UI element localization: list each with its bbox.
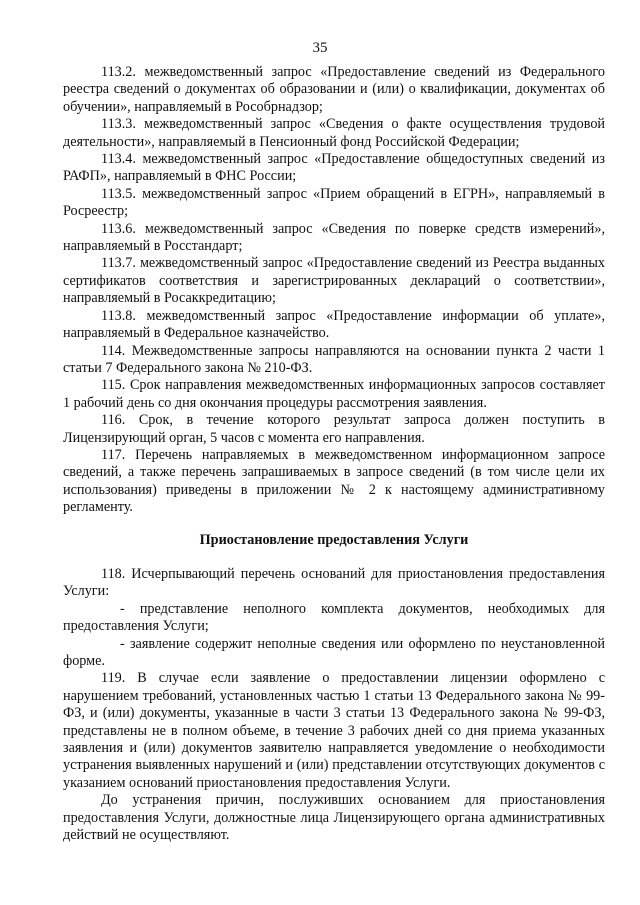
page-number: 35: [312, 40, 328, 56]
paragraph-114: 114. Межведомственные запросы направляются на основании пункта 2 части 1 статьи 7 Федерального закона № 210-ФЗ.: [63, 342, 605, 376]
paragraph-116: 116. Срок, в течение которого результат запроса должен поступить в Лицензирующий орган, 5 часов с момента его направления.: [63, 412, 605, 446]
list-item-incomplete-application: - заявление содержит неполные сведения или оформлено по неустановленной форме.: [63, 635, 605, 669]
paragraph-117: 117. Перечень направляемых в межведомственном информационном запросе сведений, а также перечень запрашиваемых в запросе сведений (в том числе цели их использования) приведены в приложении № 2 к настоящему административному регламенту.: [63, 446, 605, 516]
paragraph-113-8: 113.8. межведомственный запрос «Предоставление информации об уплате», направляемый в Федеральное казначейство.: [63, 307, 605, 342]
paragraph-113-2: 113.2. межведомственный запрос «Предоставление сведений из Федерального реестра сведений о документах об образовании и (или) о квалификации, документах об обучении», направляемый в Рособрнадзор;: [63, 64, 605, 115]
paragraph-113-4: 113.4. межведомственный запрос «Предоставление общедоступных сведений из РАФП», направляемый в ФНС России;: [63, 151, 605, 185]
list-item-incomplete-documents: - представление неполного комплекта документов, необходимых для предоставления Услуги;: [63, 600, 605, 635]
paragraph-until-elimination: До устранения причин, послуживших основанием для приостановления предоставления Услуги, должностные лица Лицензирующего органа административных действий не осуществляют.: [63, 792, 605, 844]
paragraph-113-7: 113.7. межведомственный запрос «Предоставление сведений из Реестра выданных сертификатов соответствия и зарегистрированных деклараций о соответствии», направляемый в Росаккредитацию;: [63, 255, 605, 307]
section-heading: Приостановление предоставления Услуги: [199, 531, 469, 548]
document-body: [63, 64, 605, 844]
paragraph-113-5: 113.5. межведомственный запрос «Прием обращений в ЕГРН», направляемый в Росреестр;: [63, 185, 605, 220]
paragraph-113-6: 113.6. межведомственный запрос «Сведения по поверке средств измерений», направляемый в Росстандарт;: [63, 220, 605, 255]
paragraph-118: 118. Исчерпывающий перечень оснований для приостановления предоставления Услуги:: [63, 565, 605, 600]
paragraph-119: 119. В случае если заявление о предоставлении лицензии оформлено с нарушением требований, установленных частью 1 статьи 13 Федерального закона № 99-ФЗ, и (или) документы, указанные в части 3 статьи 13 Федерального закона № 99-ФЗ, представлены не в полном объеме, в течение 3 рабочих дней со дня приема указанных заявления и (или) документов заявителю направляется уведомление о необходимости устранения выявленных нарушений и (или) представлении отсутствующих документов с указанием оснований приостановления предоставления Услуги.: [63, 670, 605, 791]
paragraph-115: 115. Срок направления межведомственных информационных запросов составляет 1 рабочий день со дня окончания процедуры рассмотрения заявления.: [63, 377, 605, 411]
paragraph-113-3: 113.3. межведомственный запрос «Сведения о факте осуществления трудовой деятельности», направляемый в Пенсионный фонд Российской Федерации;: [63, 116, 605, 150]
